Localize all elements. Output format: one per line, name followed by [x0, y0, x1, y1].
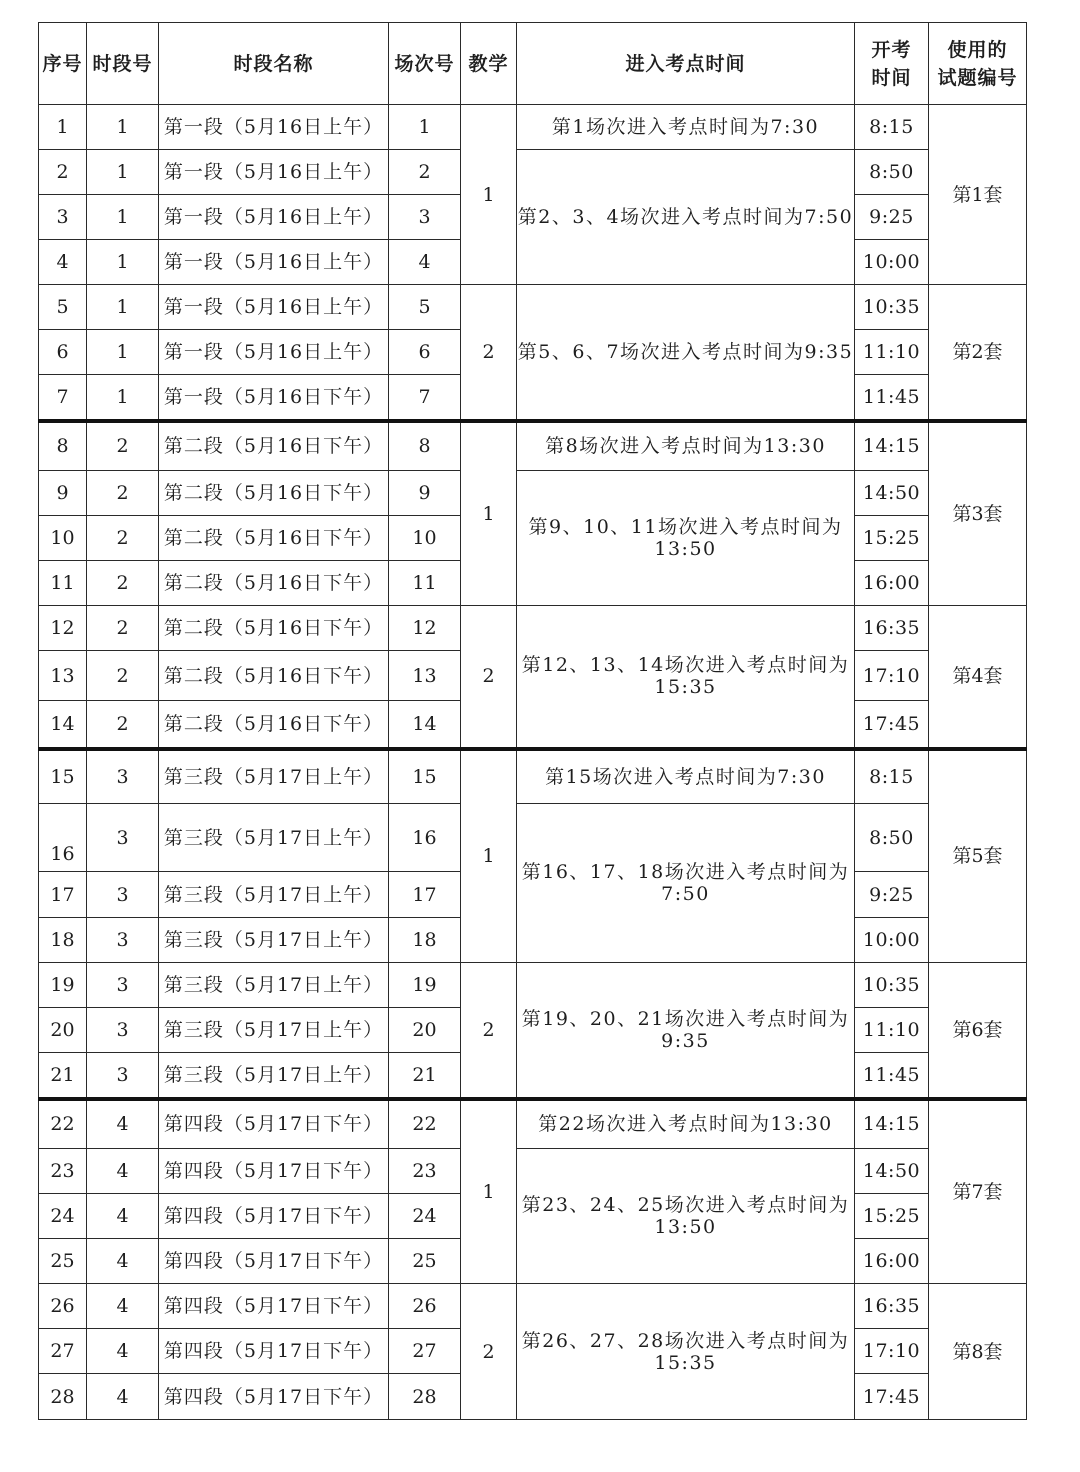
header-start-time [855, 23, 929, 105]
session-cell: 17 [389, 872, 461, 918]
period-cell: 2 [87, 651, 159, 701]
start-time-cell: 14:15 [855, 1099, 929, 1149]
header-paper-line2: 试题编号 [937, 66, 1018, 89]
seq-cell: 13 [39, 651, 87, 701]
period-name-cell: 第三段（5月17日上午） [159, 1053, 389, 1099]
period-name-cell: 第三段（5月17日上午） [159, 963, 389, 1008]
session-cell: 24 [389, 1194, 461, 1239]
period-cell: 3 [87, 804, 159, 872]
seq-cell: 6 [39, 330, 87, 375]
entry-time-cell: 第9、10、11场次进入考点时间为13:50 [517, 471, 855, 606]
seq-cell: 15 [39, 749, 87, 804]
entry-time-cell: 第5、6、7场次进入考点时间为9:35 [517, 285, 855, 421]
start-time-cell: 10:00 [855, 240, 929, 285]
period-name-cell: 第一段（5月16日下午） [159, 375, 389, 421]
header-start-time-line1: 开考 [871, 38, 912, 61]
session-cell: 2 [389, 150, 461, 195]
start-time-cell: 11:10 [855, 330, 929, 375]
header-row [39, 23, 1027, 105]
paper-cell: 第3套 [929, 421, 1027, 606]
seq-cell: 19 [39, 963, 87, 1008]
table-row [39, 471, 1027, 516]
seq-cell: 17 [39, 872, 87, 918]
paper-cell: 第1套 [929, 105, 1027, 285]
period-name-cell: 第一段（5月16日上午） [159, 105, 389, 150]
period-name-cell: 第四段（5月17日下午） [159, 1194, 389, 1239]
seq-cell: 28 [39, 1374, 87, 1420]
seq-cell: 27 [39, 1329, 87, 1374]
header-start-time-line2: 时间 [871, 66, 912, 89]
session-cell: 3 [389, 195, 461, 240]
seq-cell: 22 [39, 1099, 87, 1149]
exam-schedule-table [38, 22, 1027, 1420]
period-name-cell: 第二段（5月16日下午） [159, 421, 389, 471]
header-teach: 教学 [461, 23, 517, 105]
seq-cell: 23 [39, 1149, 87, 1194]
period-cell: 3 [87, 749, 159, 804]
period-name-cell: 第一段（5月16日上午） [159, 330, 389, 375]
start-time-cell: 16:35 [855, 1284, 929, 1329]
header-seq: 序号 [39, 23, 87, 105]
table-row [39, 963, 1027, 1008]
period-cell: 1 [87, 195, 159, 240]
start-time-cell: 8:50 [855, 804, 929, 872]
seq-cell: 25 [39, 1239, 87, 1284]
session-cell: 4 [389, 240, 461, 285]
period-name-cell: 第三段（5月17日上午） [159, 1008, 389, 1053]
teach-cell: 1 [461, 421, 517, 606]
entry-time-cell: 第15场次进入考点时间为7:30 [517, 749, 855, 804]
start-time-cell: 11:45 [855, 375, 929, 421]
start-time-cell: 10:35 [855, 963, 929, 1008]
period-name-cell: 第三段（5月17日上午） [159, 749, 389, 804]
period-name-cell: 第二段（5月16日下午） [159, 561, 389, 606]
period-name-cell: 第一段（5月16日上午） [159, 240, 389, 285]
seq-cell: 7 [39, 375, 87, 421]
start-time-cell: 15:25 [855, 516, 929, 561]
period-name-cell: 第一段（5月16日上午） [159, 195, 389, 240]
start-time-cell: 8:50 [855, 150, 929, 195]
teach-cell: 1 [461, 105, 517, 285]
header-paper-line1: 使用的 [947, 38, 1008, 61]
seq-cell: 3 [39, 195, 87, 240]
header-entry-time: 进入考点时间 [517, 23, 855, 105]
period-cell: 2 [87, 701, 159, 749]
start-time-cell: 16:35 [855, 606, 929, 651]
session-cell: 11 [389, 561, 461, 606]
period-cell: 4 [87, 1374, 159, 1420]
session-cell: 25 [389, 1239, 461, 1284]
exam-schedule-sheet [38, 22, 1027, 1420]
paper-cell: 第7套 [929, 1099, 1027, 1284]
header-period-no: 时段号 [87, 23, 159, 105]
seq-cell: 2 [39, 150, 87, 195]
start-time-cell: 17:45 [855, 1374, 929, 1420]
start-time-cell: 10:35 [855, 285, 929, 330]
seq-cell: 24 [39, 1194, 87, 1239]
start-time-cell: 11:45 [855, 1053, 929, 1099]
period-cell: 1 [87, 285, 159, 330]
teach-cell: 2 [461, 1284, 517, 1420]
seq-cell: 5 [39, 285, 87, 330]
period-cell: 3 [87, 1053, 159, 1099]
session-cell: 26 [389, 1284, 461, 1329]
period-cell: 4 [87, 1329, 159, 1374]
entry-time-cell: 第23、24、25场次进入考点时间为13:50 [517, 1149, 855, 1284]
period-cell: 3 [87, 963, 159, 1008]
period-cell: 4 [87, 1239, 159, 1284]
seq-cell: 21 [39, 1053, 87, 1099]
start-time-cell: 15:25 [855, 1194, 929, 1239]
header-paper [929, 23, 1027, 105]
period-cell: 2 [87, 516, 159, 561]
period-name-cell: 第二段（5月16日下午） [159, 651, 389, 701]
session-cell: 23 [389, 1149, 461, 1194]
session-cell: 8 [389, 421, 461, 471]
period-name-cell: 第四段（5月17日下午） [159, 1149, 389, 1194]
entry-time-cell: 第19、20、21场次进入考点时间为9:35 [517, 963, 855, 1099]
period-name-cell: 第三段（5月17日上午） [159, 918, 389, 963]
period-cell: 4 [87, 1149, 159, 1194]
period-name-cell: 第二段（5月16日下午） [159, 516, 389, 561]
start-time-cell: 9:25 [855, 195, 929, 240]
seq-cell: 8 [39, 421, 87, 471]
period-cell: 1 [87, 240, 159, 285]
start-time-cell: 16:00 [855, 1239, 929, 1284]
period-name-cell: 第二段（5月16日下午） [159, 471, 389, 516]
session-cell: 28 [389, 1374, 461, 1420]
session-cell: 14 [389, 701, 461, 749]
period-name-cell: 第二段（5月16日下午） [159, 701, 389, 749]
period-cell: 2 [87, 561, 159, 606]
session-cell: 22 [389, 1099, 461, 1149]
table-row [39, 1099, 1027, 1149]
period-name-cell: 第四段（5月17日下午） [159, 1284, 389, 1329]
session-cell: 18 [389, 918, 461, 963]
seq-cell: 4 [39, 240, 87, 285]
period-cell: 3 [87, 872, 159, 918]
seq-cell: 9 [39, 471, 87, 516]
session-cell: 15 [389, 749, 461, 804]
start-time-cell: 8:15 [855, 105, 929, 150]
entry-time-cell: 第1场次进入考点时间为7:30 [517, 105, 855, 150]
session-cell: 21 [389, 1053, 461, 1099]
start-time-cell: 17:10 [855, 1329, 929, 1374]
table-row [39, 105, 1027, 150]
session-cell: 10 [389, 516, 461, 561]
session-cell: 5 [389, 285, 461, 330]
table-row [39, 749, 1027, 804]
period-name-cell: 第四段（5月17日下午） [159, 1329, 389, 1374]
seq-cell: 14 [39, 701, 87, 749]
paper-cell: 第5套 [929, 749, 1027, 963]
period-cell: 4 [87, 1194, 159, 1239]
period-cell: 1 [87, 150, 159, 195]
period-cell: 1 [87, 330, 159, 375]
period-name-cell: 第四段（5月17日下午） [159, 1374, 389, 1420]
seq-cell: 1 [39, 105, 87, 150]
session-cell: 7 [389, 375, 461, 421]
start-time-cell: 14:15 [855, 421, 929, 471]
period-cell: 2 [87, 421, 159, 471]
start-time-cell: 8:15 [855, 749, 929, 804]
period-name-cell: 第四段（5月17日下午） [159, 1239, 389, 1284]
start-time-cell: 17:10 [855, 651, 929, 701]
seq-cell: 10 [39, 516, 87, 561]
period-cell: 4 [87, 1284, 159, 1329]
teach-cell: 1 [461, 749, 517, 963]
period-name-cell: 第一段（5月16日上午） [159, 285, 389, 330]
table-row [39, 804, 1027, 872]
start-time-cell: 17:45 [855, 701, 929, 749]
session-cell: 9 [389, 471, 461, 516]
table-row [39, 606, 1027, 651]
period-name-cell: 第一段（5月16日上午） [159, 150, 389, 195]
paper-cell: 第2套 [929, 285, 1027, 421]
period-cell: 4 [87, 1099, 159, 1149]
period-cell: 1 [87, 105, 159, 150]
entry-time-cell: 第26、27、28场次进入考点时间为15:35 [517, 1284, 855, 1420]
teach-cell: 2 [461, 285, 517, 421]
start-time-cell: 10:00 [855, 918, 929, 963]
period-name-cell: 第三段（5月17日上午） [159, 872, 389, 918]
seq-cell: 26 [39, 1284, 87, 1329]
paper-cell: 第4套 [929, 606, 1027, 749]
paper-cell: 第8套 [929, 1284, 1027, 1420]
table-row [39, 150, 1027, 195]
period-cell: 2 [87, 606, 159, 651]
session-cell: 13 [389, 651, 461, 701]
paper-cell: 第6套 [929, 963, 1027, 1099]
start-time-cell: 11:10 [855, 1008, 929, 1053]
start-time-cell: 9:25 [855, 872, 929, 918]
session-cell: 12 [389, 606, 461, 651]
entry-time-cell: 第16、17、18场次进入考点时间为7:50 [517, 804, 855, 963]
period-name-cell: 第三段（5月17日上午） [159, 804, 389, 872]
entry-time-cell: 第12、13、14场次进入考点时间为15:35 [517, 606, 855, 749]
period-cell: 2 [87, 471, 159, 516]
session-cell: 16 [389, 804, 461, 872]
period-name-cell: 第四段（5月17日下午） [159, 1099, 389, 1149]
entry-time-cell: 第2、3、4场次进入考点时间为7:50 [517, 150, 855, 285]
entry-time-cell: 第22场次进入考点时间为13:30 [517, 1099, 855, 1149]
table-row [39, 1284, 1027, 1329]
seq-cell: 16 [39, 804, 87, 872]
session-cell: 19 [389, 963, 461, 1008]
start-time-cell: 16:00 [855, 561, 929, 606]
session-cell: 1 [389, 105, 461, 150]
table-row [39, 1149, 1027, 1194]
table-row [39, 285, 1027, 330]
entry-time-cell: 第8场次进入考点时间为13:30 [517, 421, 855, 471]
period-cell: 3 [87, 1008, 159, 1053]
table-row [39, 421, 1027, 471]
start-time-cell: 14:50 [855, 471, 929, 516]
header-session-no: 场次号 [389, 23, 461, 105]
teach-cell: 1 [461, 1099, 517, 1284]
teach-cell: 2 [461, 606, 517, 749]
period-cell: 3 [87, 918, 159, 963]
period-name-cell: 第二段（5月16日下午） [159, 606, 389, 651]
period-cell: 1 [87, 375, 159, 421]
header-period-name: 时段名称 [159, 23, 389, 105]
start-time-cell: 14:50 [855, 1149, 929, 1194]
teach-cell: 2 [461, 963, 517, 1099]
seq-cell: 11 [39, 561, 87, 606]
seq-cell: 18 [39, 918, 87, 963]
seq-cell: 20 [39, 1008, 87, 1053]
seq-cell: 12 [39, 606, 87, 651]
session-cell: 27 [389, 1329, 461, 1374]
session-cell: 6 [389, 330, 461, 375]
session-cell: 20 [389, 1008, 461, 1053]
